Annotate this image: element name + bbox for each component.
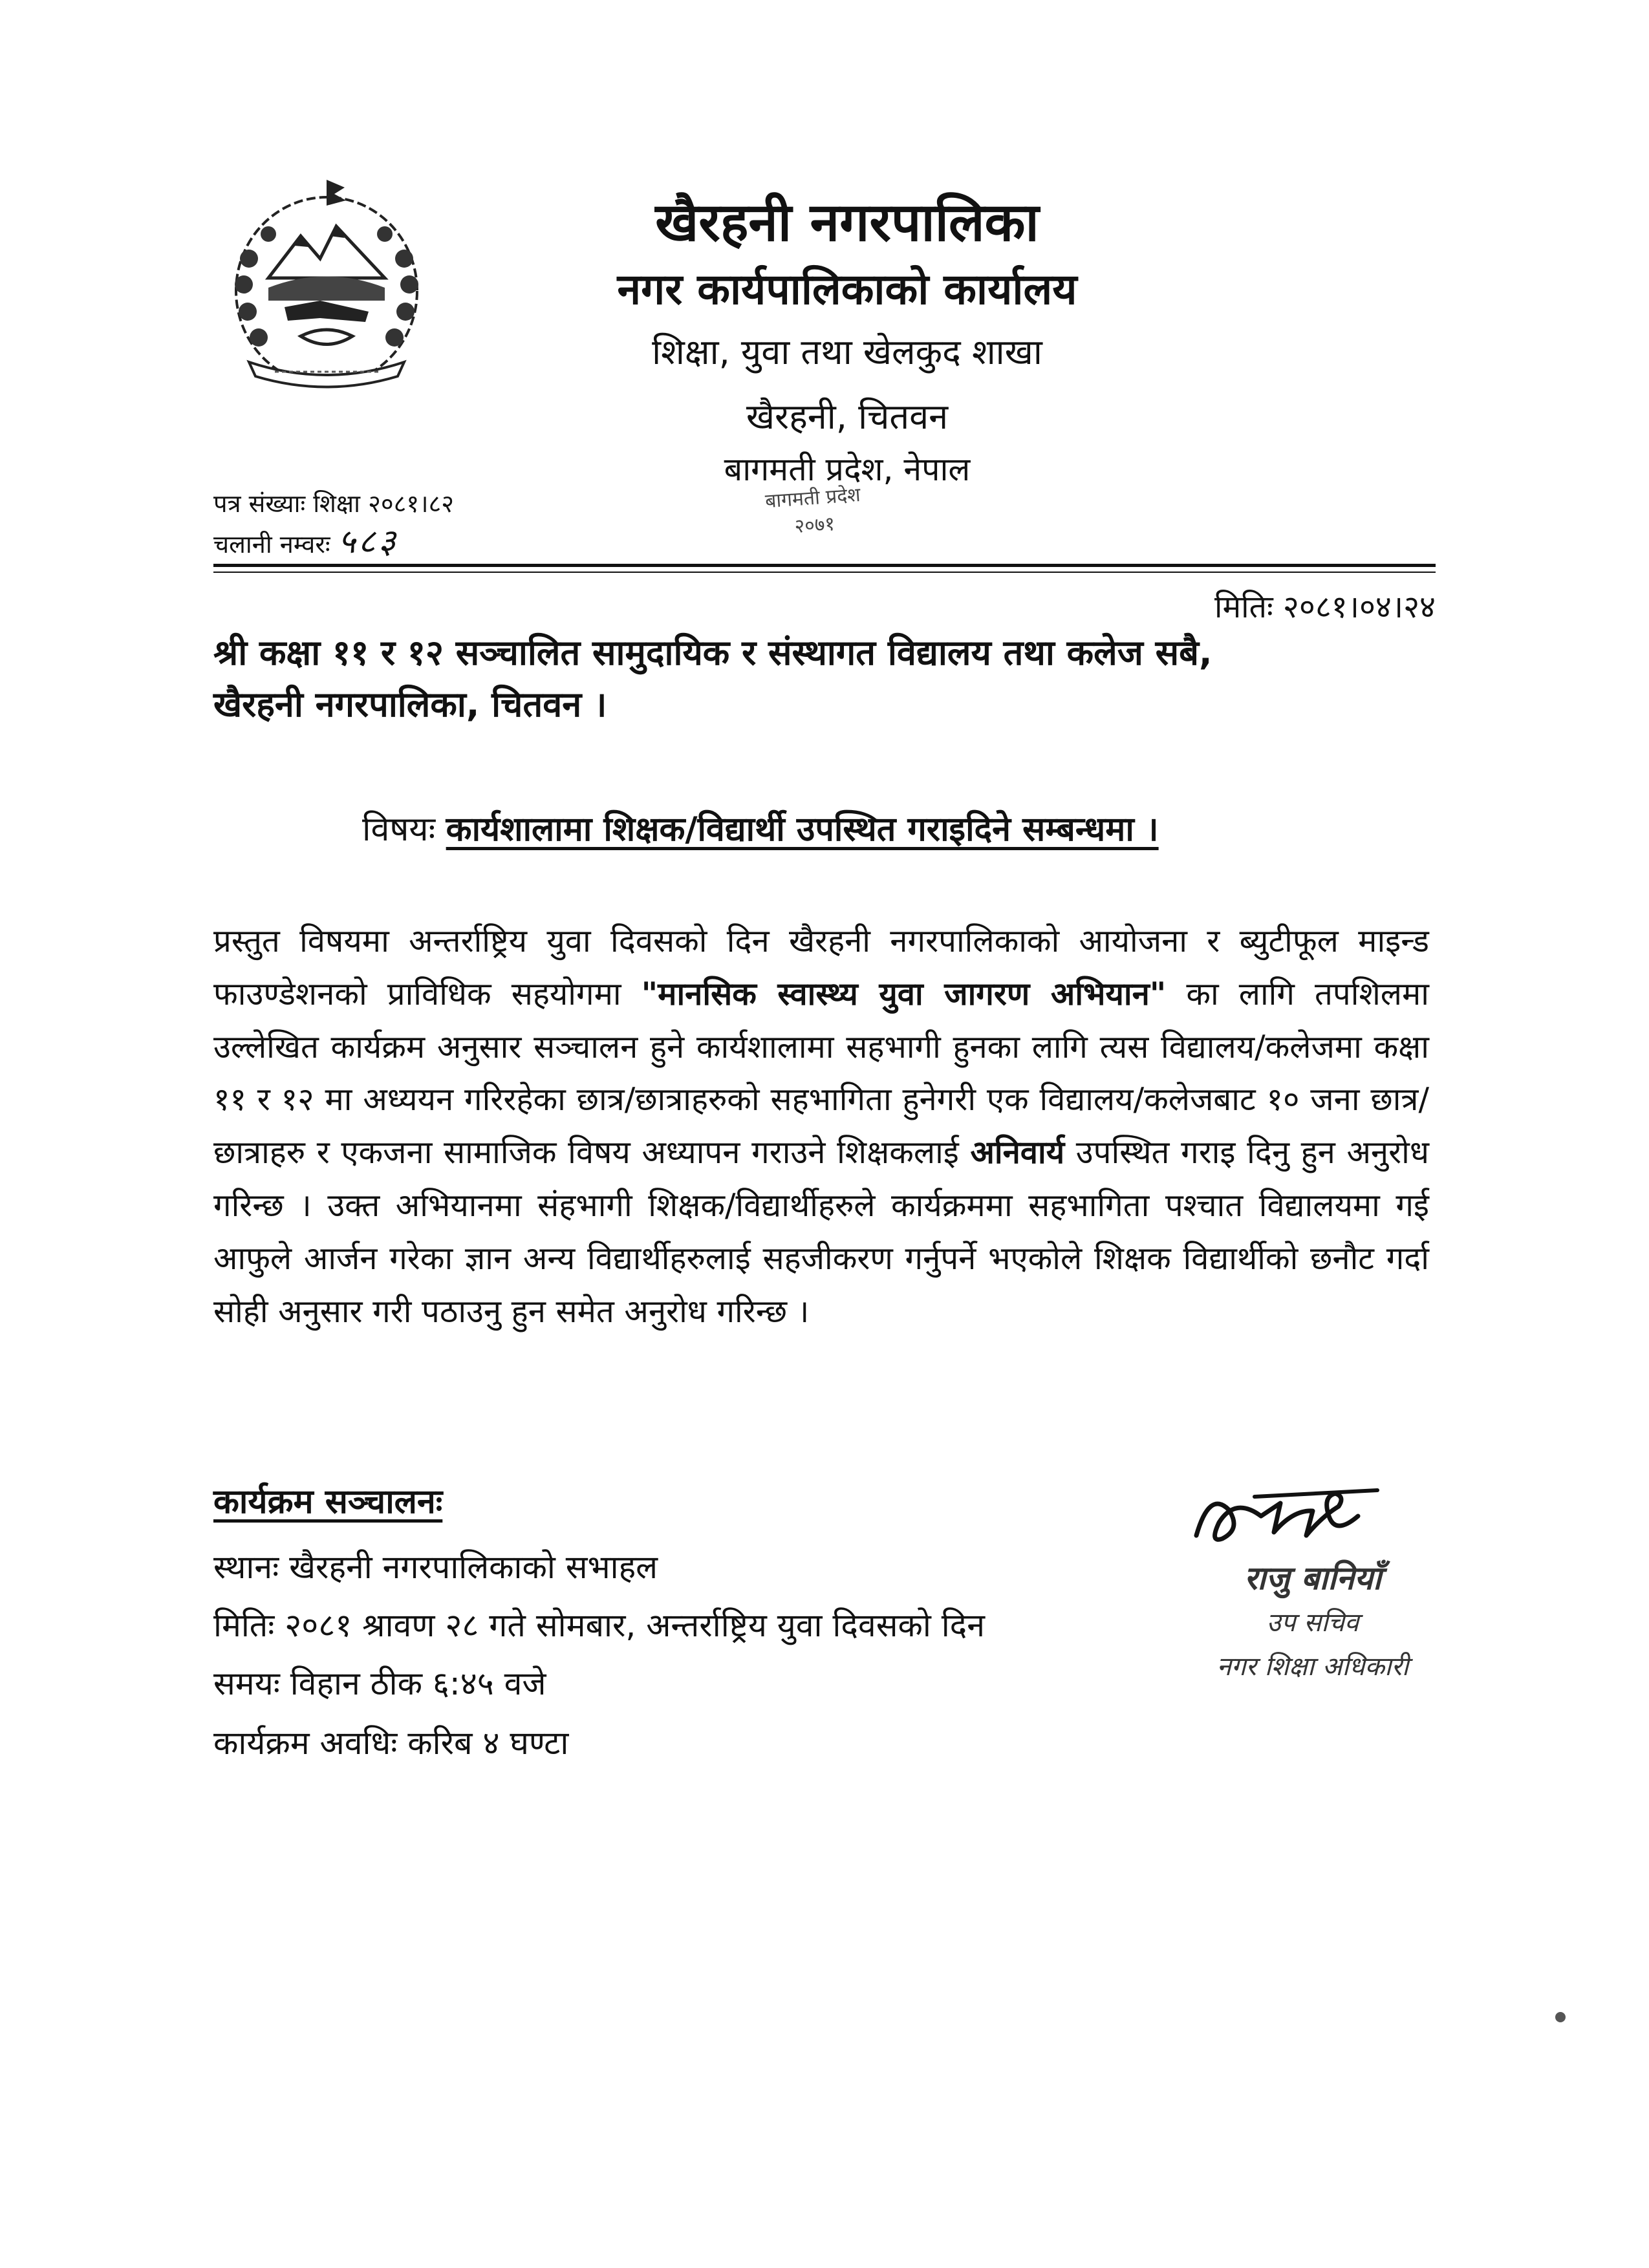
dispatch-stamp <box>728 479 901 575</box>
body-text: उपस्थित गराइ दिनु हुन अनुरोध गरिन्छ । उक्त अभियानमा संहभागी शिक्षक/विद्यार्थीहरुले कार्यक्रममा सहभागिता पश्चात विद्यालयमा गई आफुले आर्जन गरेका ज्ञान अन्य विद्यार्थीहरुलाई सहजीकरण गर्नुपर्ने भएकोले शिक्षक विद्यार्थीको छनौट गर्दा सोही अनुसार गरी पठाउनु हुन समेत अनुरोध गरिन्छ । <box>213 1134 1429 1330</box>
header-divider <box>213 564 1436 567</box>
recipient-block <box>213 627 1442 731</box>
subject-label: विषयः <box>362 810 436 849</box>
signatory-office: नगर शिक्षा अधिकारी <box>1216 1652 1409 1682</box>
program-duration: कार्यक्रम अवधिः करिब ४ घण्टा <box>213 1724 569 1762</box>
province-address: बागमती प्रदेश, नेपाल <box>724 451 971 488</box>
mandatory-emphasis: अनिवार्य <box>970 1134 1065 1171</box>
dispatch-number-line <box>213 517 398 563</box>
body-text: प्रस्तुत विषयमा अन्तर्राष्ट्रिय युवा दिवसको दिन खैरहनी नगरपालिकाको आयोजना र ब्युटीफूल माइन्ड फाउण्डेशनको प्राविधिक सहयोगमा <box>213 923 1429 1012</box>
dispatch-number-value: ५८३ <box>338 522 398 561</box>
letter-body <box>213 915 1429 1338</box>
signatory-name: राजु बानियाँ <box>1244 1559 1382 1597</box>
nepal-emblem-logo <box>223 175 430 394</box>
city-address: खैरहनी, चितवन <box>746 396 949 437</box>
letter-date: मितिः २०८१।०४।२४ <box>1214 589 1436 625</box>
letter-number-line <box>213 486 454 520</box>
handwritten-signature <box>1183 1471 1397 1555</box>
program-time: समयः विहान ठीक ६:४५ वजे <box>213 1665 546 1702</box>
body-text: का लागि तपशिलमा उल्लेखित कार्यक्रम अनुसार सञ्चालन हुने कार्यशालामा सहभागी हुनका लागि त्यस विद्यालय/कलेजमा कक्षा ११ र १२ मा अध्ययन गरिरहेका छात्र/छात्राहरुको सहभागिता हुनेगरी एक विद्यालय/कलेजबाट १० जना छात्र/छात्राहरु र एकजना सामाजिक विषय अध्यापन गराउने शिक्षकलाई <box>213 975 1429 1171</box>
recipient-line: श्री कक्षा ११ र १२ सञ्चालित सामुदायिक र संस्थागत विद्यालय तथा कलेज सबै, <box>213 632 1212 673</box>
section-name: शिक्षा, युवा तथा खेलकुद शाखा <box>652 332 1042 372</box>
dispatch-number-label: चलानी नम्वरः <box>213 530 330 559</box>
program-venue: स्थानः खैरहनी नगरपालिकाको सभाहल <box>213 1548 658 1586</box>
header-divider-thin <box>213 572 1436 573</box>
organization-name: खैरहनी नगरपालिका <box>655 192 1039 253</box>
recipient-line: खैरहनी नगरपालिका, चितवन । <box>213 683 607 725</box>
program-date: मितिः २०८१ श्रावण २८ गते सोमबार, अन्तर्राष्ट्रिय युवा दिवसको दिन <box>213 1607 985 1644</box>
scan-speck <box>1555 2012 1566 2022</box>
subject-line <box>362 805 1461 851</box>
office-name: नगर कार्यपालिकाको कार्यालय <box>617 264 1077 314</box>
stamp-line: बागमती प्रदेश <box>764 484 861 513</box>
subject-text: कार्यशालामा शिक्षक/विद्यार्थी उपस्थित गराइदिने सम्बन्धमा । <box>446 810 1159 849</box>
signatory-title: उप सचिव <box>1266 1608 1359 1638</box>
letter-number-value: शिक्षा २०८१।८२ <box>313 489 455 518</box>
stamp-line: २०७१ <box>793 512 836 539</box>
letter-number-label: पत्र संख्याः <box>213 489 306 518</box>
campaign-name: "मानसिक स्वास्थ्य युवा जागरण अभियान" <box>641 975 1167 1012</box>
program-heading: कार्यक्रम सञ्चालनः <box>213 1482 443 1521</box>
